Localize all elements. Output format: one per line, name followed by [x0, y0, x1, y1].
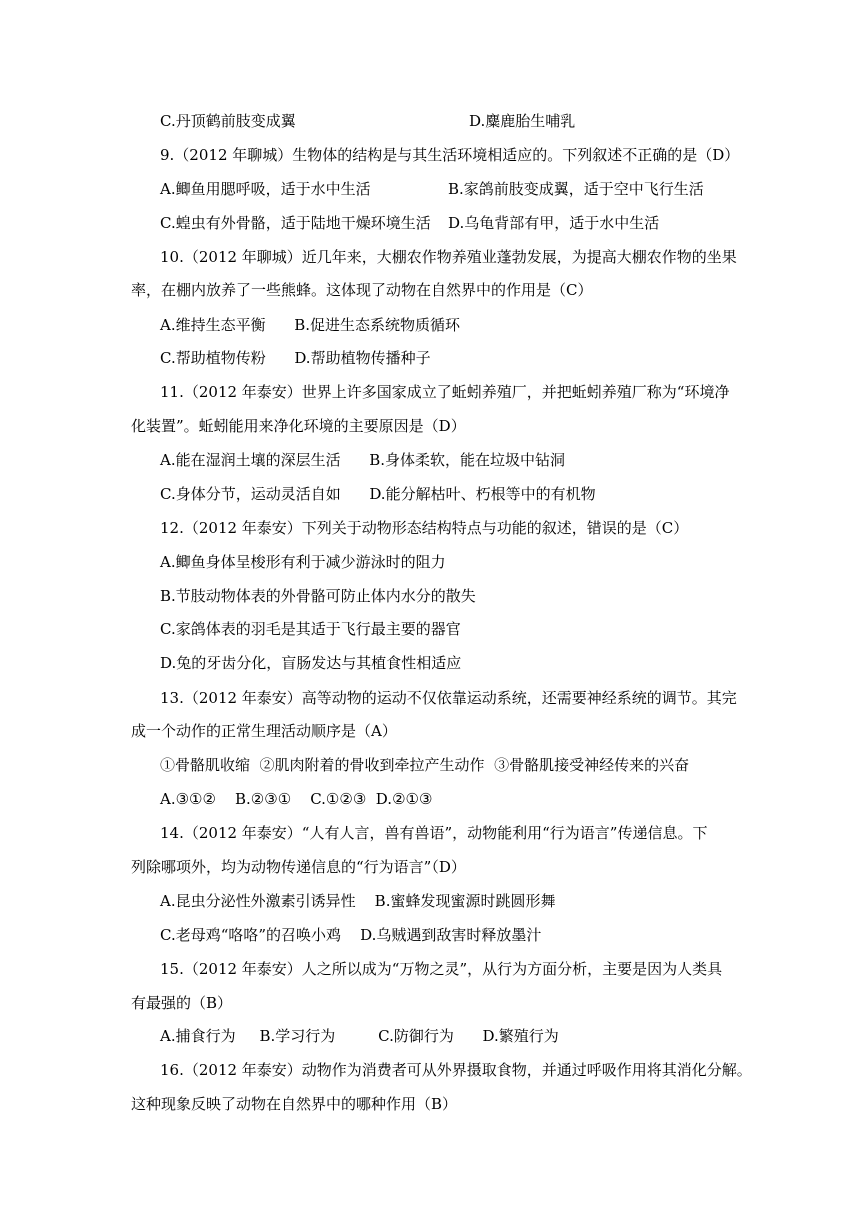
q12-option-b: B.节肢动物体表的外骨骼可防止体内水分的散失 — [160, 587, 476, 605]
question-16-line-2: 这种现象反映了动物在自然界中的哪种作用（B） — [131, 1095, 458, 1113]
question-16-line-1: 16.（2012 年泰安）动物作为消费者可从外界摄取食物，并通过呼吸作用将其消化分解。 — [160, 1061, 752, 1079]
q9-option-b: B.家鸽前肢变成翼，适于空中飞行生活 — [448, 180, 704, 198]
question-11-line-2: 化装置”。蚯蚓能用来净化环境的主要原因是（D） — [131, 417, 466, 435]
question-9: 9.（2012 年聊城）生物体的结构是与其生活环境相适应的。下列叙述不正确的是（D） — [160, 146, 740, 164]
q12-option-d: D.兔的牙齿分化，盲肠发达与其植食性相适应 — [160, 654, 462, 672]
q10-options-cd: C.帮助植物传粉 D.帮助植物传播种子 — [160, 349, 431, 367]
q8-option-c: C.丹顶鹤前肢变成翼 — [160, 112, 296, 130]
question-14-line-1: 14.（2012 年泰安）“人有人言，兽有兽语”，动物能利用“行为语言”传递信息。下 — [160, 824, 708, 842]
question-15-line-2: 有最强的（B） — [131, 994, 233, 1012]
q9-option-c: C.蝗虫有外骨骼，适于陆地干燥环境生活 — [160, 214, 431, 232]
q9-option-d: D.乌龟背部有甲，适于水中生活 — [448, 214, 660, 232]
q8-option-d: D.麋鹿胎生哺乳 — [469, 112, 576, 130]
q11-options-cd: C.身体分节，运动灵活自如 D.能分解枯叶、朽根等中的有机物 — [160, 485, 596, 503]
question-11-line-1: 11.（2012 年泰安）世界上许多国家成立了蚯蚓养殖厂，并把蚯蚓养殖厂称为“环境净 — [160, 383, 730, 401]
q10-options-ab: A.维持生态平衡 B.促进生态系统物质循环 — [160, 316, 461, 334]
q14-options-ab: A.昆虫分泌性外激素引诱异性 B.蜜蜂发现蜜源时跳圆形舞 — [160, 892, 556, 910]
q12-option-c: C.家鸽体表的羽毛是其适于飞行最主要的器官 — [160, 620, 461, 638]
q14-options-cd: C.老母鸡“咯咯”的召唤小鸡 D.乌贼遇到敌害时释放墨汁 — [160, 926, 542, 944]
question-13-line-2: 成一个动作的正常生理活动顺序是（A） — [131, 722, 397, 740]
q11-options-ab: A.能在湿润土壤的深层生活 B.身体柔软，能在垃圾中钻洞 — [160, 451, 566, 469]
question-10-line-2: 率，在棚内放养了一些熊蜂。这体现了动物在自然界中的作用是（C） — [131, 281, 593, 299]
question-12: 12.（2012 年泰安）下列关于动物形态结构特点与功能的叙述，错误的是（C） — [160, 519, 689, 537]
q13-options: A.③①② B.②③① C.①②③ D.②①③ — [160, 790, 433, 808]
q9-option-a: A.鲫鱼用腮呼吸，适于水中生活 — [160, 180, 371, 198]
q13-steps: ①骨骼肌收缩 ②肌肉附着的骨收到牵拉产生动作 ③骨骼肌接受神经传来的兴奋 — [160, 756, 690, 774]
question-15-line-1: 15.（2012 年泰安）人之所以成为“万物之灵”，从行为方面分析，主要是因为人类具 — [160, 960, 723, 978]
question-14-line-2: 列除哪项外，均为动物传递信息的“行为语言”（D） — [131, 858, 466, 876]
q15-options: A.捕食行为 B.学习行为 C.防御行为 D.繁殖行为 — [160, 1027, 559, 1045]
question-10-line-1: 10.（2012 年聊城）近几年来，大棚农作物养殖业蓬勃发展，为提高大棚农作物的坐果 — [160, 248, 737, 266]
q12-option-a: A.鲫鱼身体呈梭形有利于减少游泳时的阻力 — [160, 553, 446, 571]
question-13-line-1: 13.（2012 年泰安）高等动物的运动不仅依靠运动系统，还需要神经系统的调节。其完 — [160, 689, 737, 707]
